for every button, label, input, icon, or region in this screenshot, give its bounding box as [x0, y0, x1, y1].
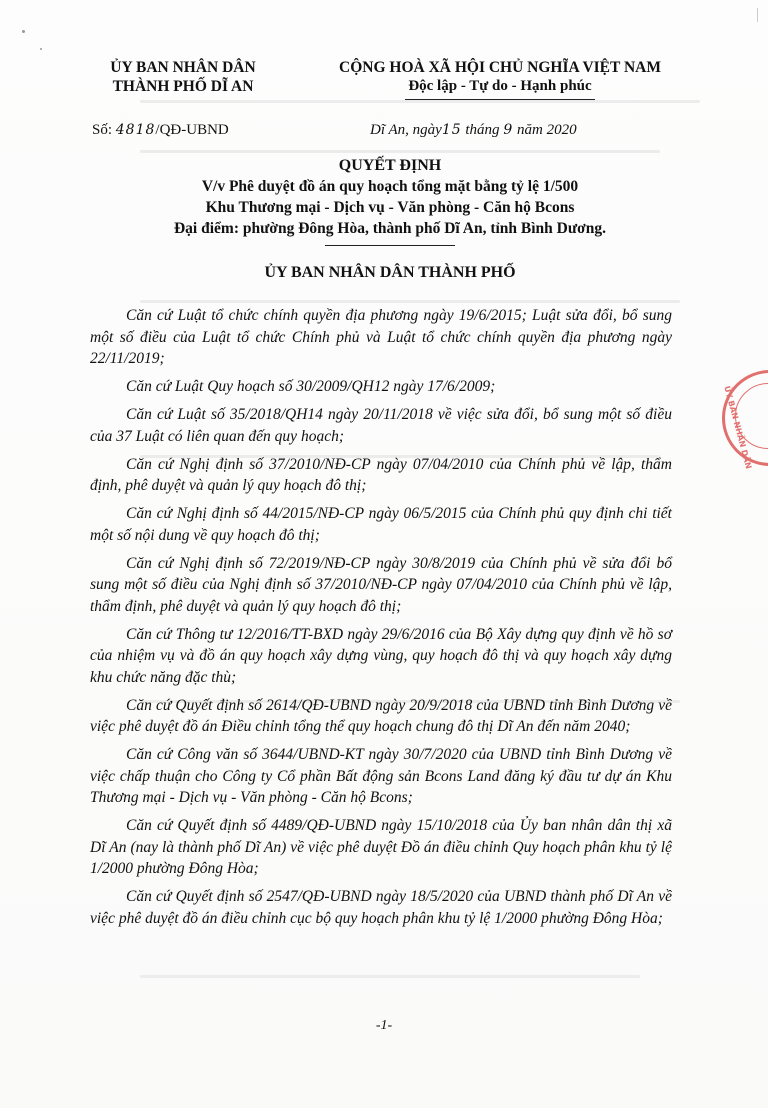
date-month: 9 — [503, 122, 514, 138]
show-through-line — [140, 975, 640, 978]
issuing-authority: ỦY BAN NHÂN DÂN THÀNH PHỐ — [264, 264, 516, 281]
place-and-date — [370, 122, 577, 139]
legal-basis-paragraph: Căn cứ Nghị định số 37/2010/NĐ-CP ngày 07/04/2010 của Chính phủ về lập, thẩm định, phê duyệt và quản lý quy hoạch đô thị; — [90, 455, 672, 494]
motto-underline — [405, 99, 595, 100]
year-label: năm 2020 — [516, 122, 577, 138]
doc-number-prefix: Số: — [92, 122, 113, 138]
decision-subject-line-3: Đại điểm: phường Đông Hòa, thành phố Dĩ An, tỉnh Bình Dương. — [173, 220, 606, 237]
issuer-line-2: THÀNH PHỐ DĨ AN — [112, 78, 254, 95]
decision-title — [70, 156, 710, 246]
issuer-line-1: ỦY BAN NHÂN DÂN — [110, 59, 256, 76]
legal-basis-paragraph: Căn cứ Thông tư 12/2016/TT-BXD ngày 29/6/2016 của Bộ Xây dựng quy định về hồ sơ của nhiệm vụ và đồ án quy hoạch xây dựng vùng, quy hoạch đô thị và quy hoạch xây dựng khu chức năng đặc thù; — [90, 625, 672, 686]
doc-number-value: 4818 — [115, 122, 156, 138]
issuer-header — [78, 58, 288, 96]
legal-basis-paragraph: Căn cứ Quyết định số 4489/QĐ-UBND ngày 15/10/2018 của Ủy ban nhân dân thị xã Dĩ An (nay là thành phố Dĩ An) về việc phê duyệt Đồ án điều chỉnh Quy hoạch phân khu tỷ lệ 1/2000 phường Đông Hòa; — [90, 817, 672, 877]
legal-basis-paragraph: Căn cứ Nghị định số 44/2015/NĐ-CP ngày 06/5/2015 của Chính phủ quy định chi tiết một số nội dung về quy hoạch đô thị; — [90, 505, 672, 544]
national-header — [320, 58, 680, 100]
show-through-line — [140, 100, 700, 103]
legal-basis-paragraph: Căn cứ Quyết định số 2547/QĐ-UBND ngày 18/5/2020 của UBND thành phố Dĩ An về việc phê duyệt đồ án điều chỉnh cục bộ quy hoạch phân khu tỷ lệ 1/2000 phường Đông Hòa; — [90, 888, 672, 927]
place-label: Dĩ An, ngày — [370, 122, 442, 138]
official-seal-stamp — [722, 370, 768, 470]
legal-basis-paragraph: Căn cứ Công văn số 3644/UBND-KT ngày 30/7/2020 của UBND tỉnh Bình Dương về việc chấp thuận cho Công ty Cổ phần Bất động sản Bcons Land đăng ký đầu tư dự án Khu Thương mại - Dịch vụ - Văn phòng - Căn hộ Bcons; — [90, 746, 672, 806]
doc-number-suffix: /QĐ-UBND — [155, 122, 229, 138]
document-number — [92, 122, 229, 139]
title-underline — [325, 245, 455, 246]
legal-basis-paragraph: Căn cứ Luật số 35/2018/QH14 ngày 20/11/2018 về việc sửa đổi, bổ sung một số điều của 37 Luật có liên quan đến quy hoạch; — [90, 406, 672, 445]
legal-basis-paragraph: Căn cứ Nghị định số 72/2019/NĐ-CP ngày 30/8/2019 của Chính phủ về sửa đổi bổ sung một số điều của Nghị định số 37/2010/NĐ-CP ngày 07/04/2010 của Chính phủ về lập, thẩm định, phê duyệt và quản lý quy hoạch đô thị; — [90, 554, 672, 615]
legal-basis-paragraph: Căn cứ Luật tổ chức chính quyền địa phương ngày 19/6/2015; Luật sửa đổi, bổ sung một số điều của Luật tổ chức Chính phủ và Luật tổ chức chính quyền địa phương ngày 22/11/2019; — [90, 307, 672, 367]
show-through-line — [140, 150, 660, 153]
scan-speck — [40, 48, 42, 50]
nation-name: CỘNG HOÀ XÃ HỘI CHỦ NGHĨA VIỆT NAM — [339, 59, 661, 76]
legal-basis-paragraph: Căn cứ Quyết định số 2614/QĐ-UBND ngày 20/9/2018 của UBND tỉnh Bình Dương về việc phê duyệt đồ án Điều chỉnh tổng thể quy hoạch chung đô thị Dĩ An đến năm 2040; — [90, 696, 672, 735]
scan-speck — [22, 30, 25, 33]
page-number: -1- — [375, 1018, 393, 1033]
month-label: tháng — [465, 122, 500, 138]
decision-subject-line-2: Khu Thương mại - Dịch vụ - Văn phòng - Căn hộ Bcons — [205, 199, 575, 216]
legal-basis-section — [90, 305, 672, 936]
date-day: 15 — [441, 122, 462, 138]
scan-edge-mark — [749, 8, 758, 22]
legal-basis-paragraph: Căn cứ Luật Quy hoạch số 30/2009/QH12 ngày 17/6/2009; — [126, 378, 496, 395]
show-through-line — [140, 300, 680, 303]
seal-text: ỦY BAN NHÂN DÂN — [722, 385, 754, 470]
decision-subject-line-1: V/v Phê duyệt đồ án quy hoạch tổng mặt bằng tỷ lệ 1/500 — [201, 178, 579, 195]
decision-heading: QUYẾT ĐỊNH — [338, 157, 442, 174]
national-motto: Độc lập - Tự do - Hạnh phúc — [408, 78, 592, 94]
